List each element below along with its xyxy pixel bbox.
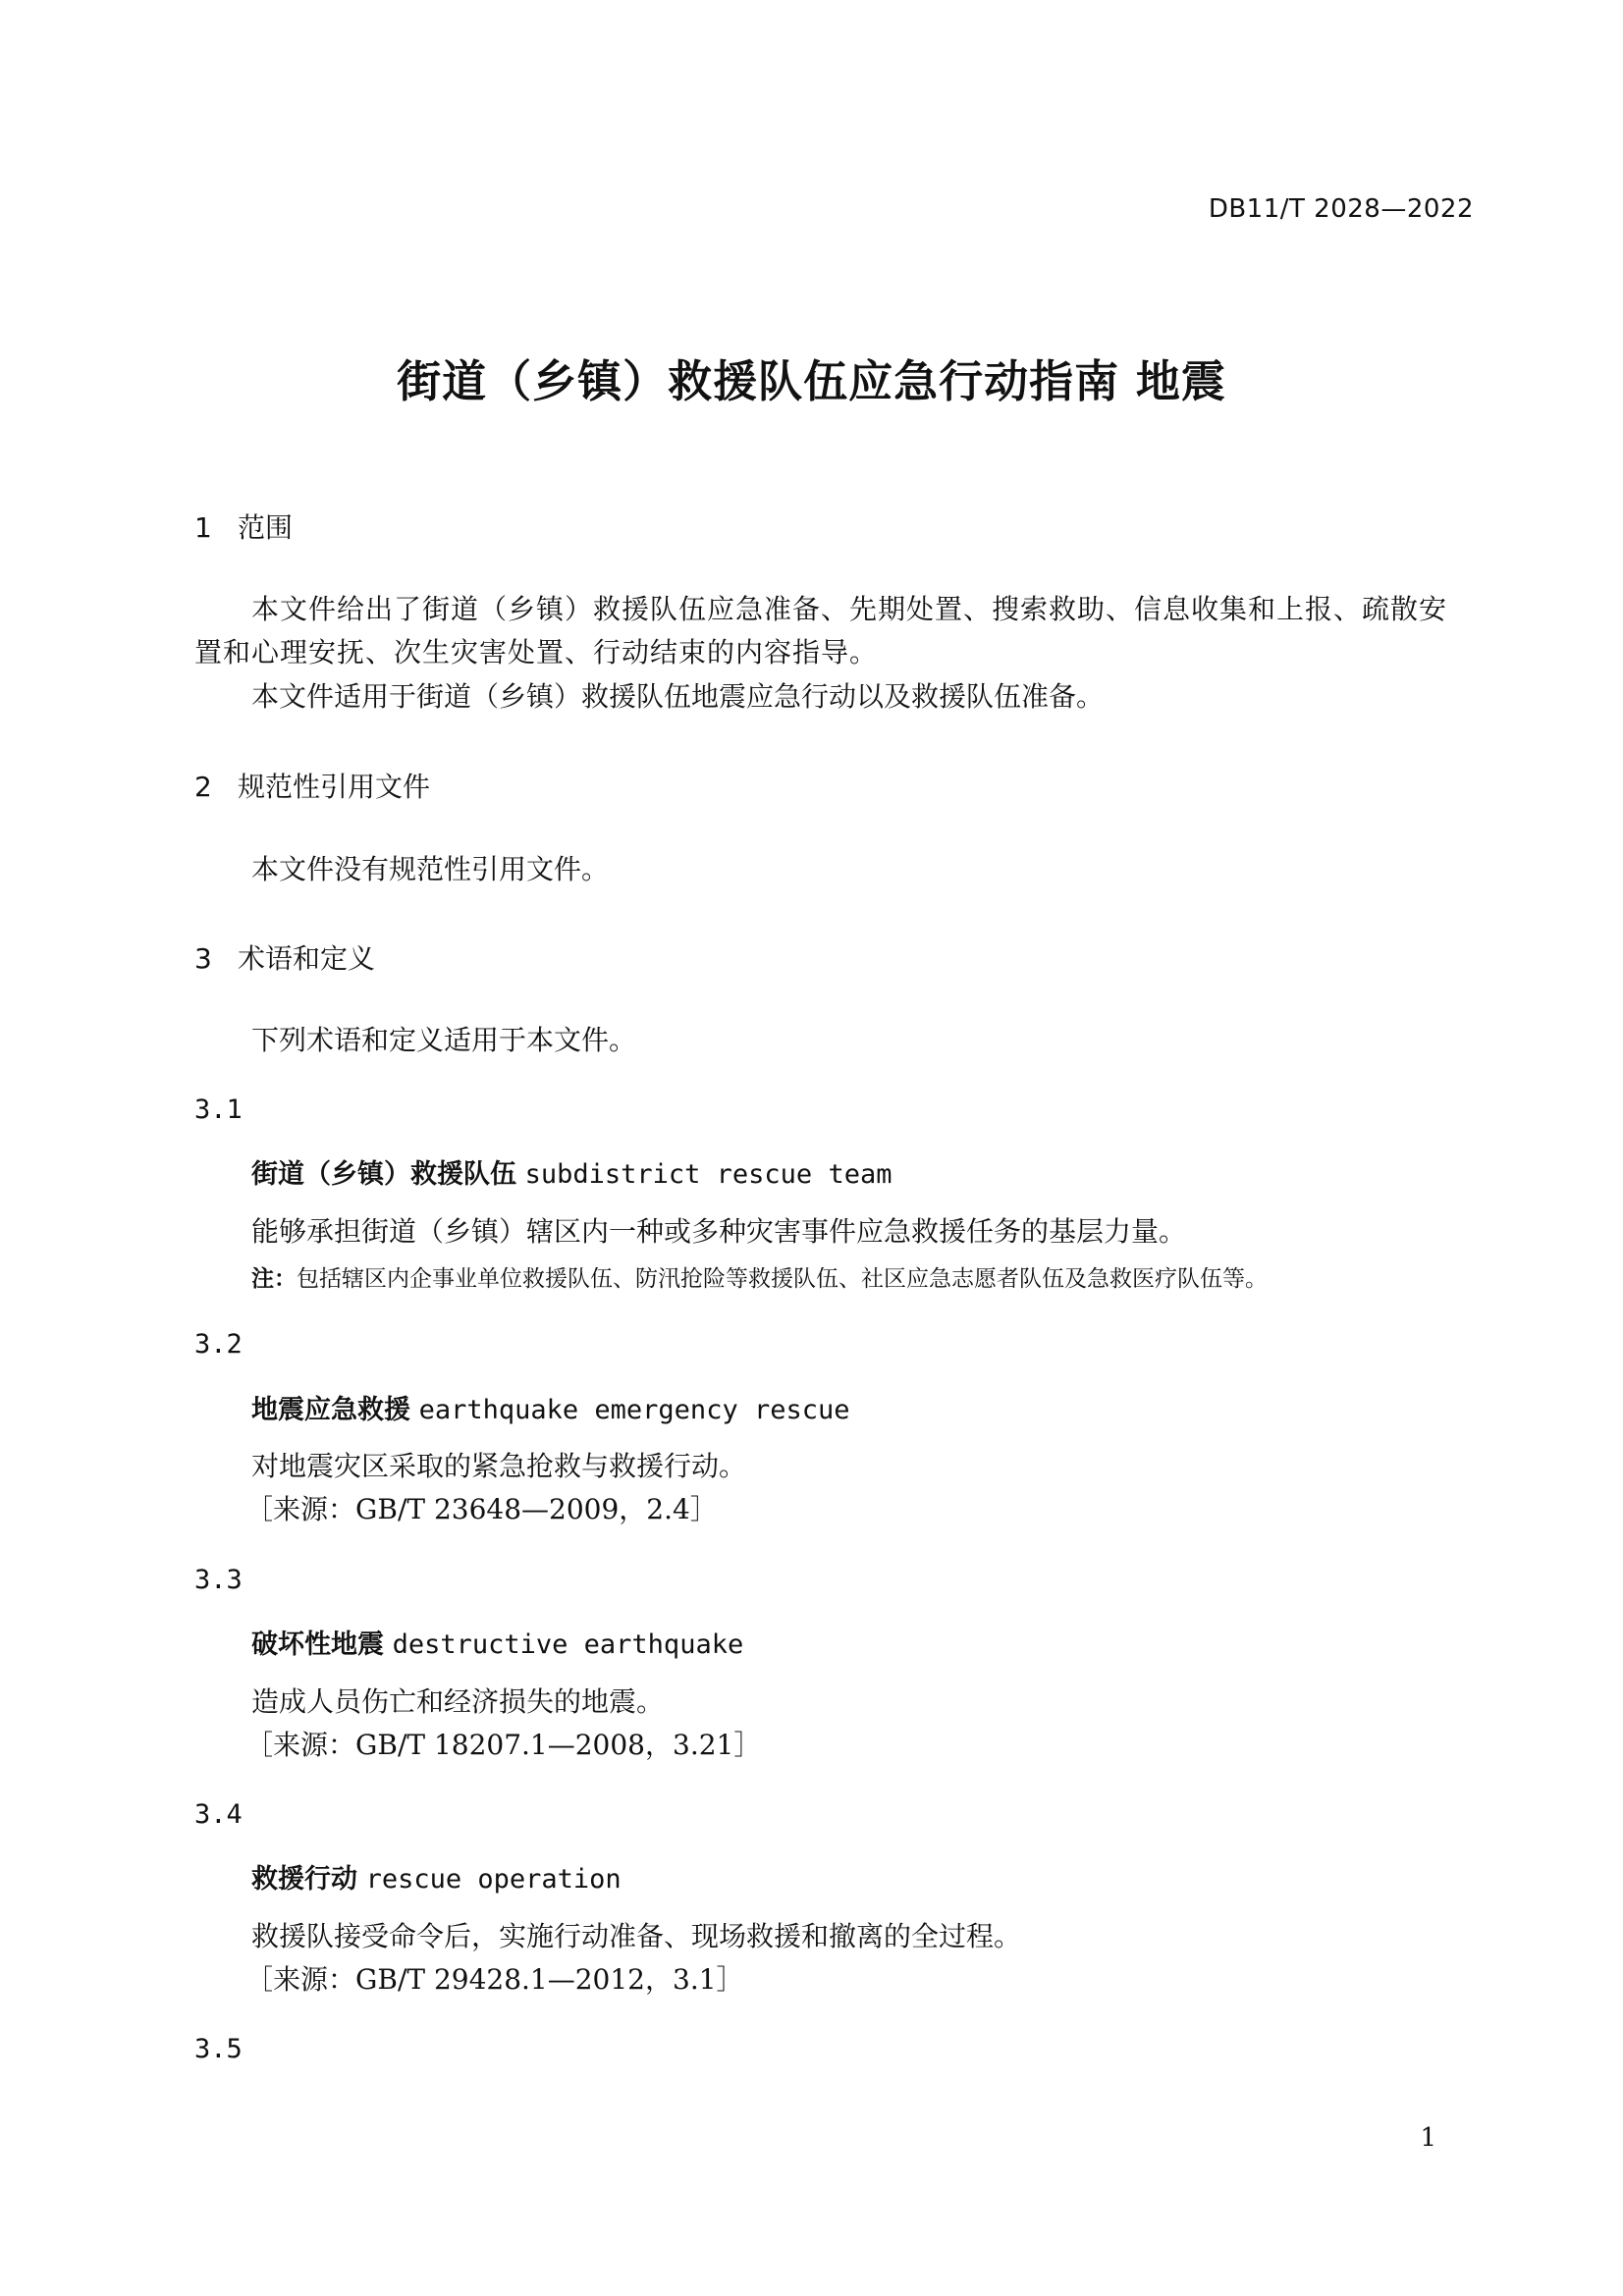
term-chinese: 破坏性地震 xyxy=(251,1629,384,1660)
document-title: 街道（乡镇）救援队伍应急行动指南 地震 xyxy=(397,355,1226,407)
section-number: 2 xyxy=(194,771,212,803)
section-number: 3 xyxy=(194,942,212,975)
section-2-paragraph-1: 本文件没有规范性引用文件。 xyxy=(251,853,610,885)
term-3-3-definition: 造成人员伤亡和经济损失的地震。 xyxy=(251,1685,665,1718)
clause-number: 3.1 xyxy=(194,1095,243,1125)
clause-number: 3.5 xyxy=(194,2034,243,2064)
standard-code: DB11/T 2028—2022 xyxy=(1208,194,1474,224)
term-3-2 xyxy=(251,1388,850,1426)
term-3-3-source: ［来源：GB/T 18207.1—2008，3.21］ xyxy=(245,1729,762,1761)
term-3-1-definition: 能够承担街道（乡镇）辖区内一种或多种灾害事件应急救援任务的基层力量。 xyxy=(251,1215,1187,1248)
clause-number: 3.3 xyxy=(194,1565,243,1595)
page-number: 1 xyxy=(1420,2123,1436,2153)
clause-number: 3.4 xyxy=(194,1799,243,1830)
note-text: 包括辖区内企事业单位救援队伍、防汛抢险等救援队伍、社区应急志愿者队伍及急救医疗队伍等。 xyxy=(297,1266,1268,1292)
section-3-heading xyxy=(194,937,375,977)
section-1-paragraph-2: 本文件适用于街道（乡镇）救援队伍地震应急行动以及救援队伍准备。 xyxy=(251,680,1105,713)
section-title: 规范性引用文件 xyxy=(238,771,431,803)
term-3-1 xyxy=(251,1152,892,1191)
term-3-2-source: ［来源：GB/T 23648—2009，2.4］ xyxy=(245,1493,718,1525)
term-chinese: 救援行动 xyxy=(251,1864,357,1895)
term-3-1-note xyxy=(251,1260,1268,1293)
section-1-heading xyxy=(194,507,293,546)
term-chinese: 地震应急救援 xyxy=(251,1395,410,1425)
term-english: subdistrict rescue team xyxy=(524,1159,893,1190)
section-3-paragraph-1: 下列术语和定义适用于本文件。 xyxy=(251,1024,637,1056)
clause-number: 3.2 xyxy=(194,1329,243,1360)
term-chinese: 街道（乡镇）救援队伍 xyxy=(251,1159,516,1190)
term-3-2-definition: 对地震灾区采取的紧急抢救与救援行动。 xyxy=(251,1450,747,1482)
section-number: 1 xyxy=(194,511,212,544)
term-3-4 xyxy=(251,1857,622,1896)
note-label: 注： xyxy=(251,1266,297,1292)
section-2-heading xyxy=(194,766,430,805)
term-english: earthquake emergency rescue xyxy=(418,1395,850,1425)
section-title: 术语和定义 xyxy=(238,942,376,975)
term-english: destructive earthquake xyxy=(392,1629,744,1660)
section-1-paragraph-1: 本文件给出了街道（乡镇）救援队伍应急准备、先期处置、搜索救助、信息收集和上报、疏散安置和心理安抚、次生灾害处置、行动结束的内容指导。 xyxy=(194,593,1448,668)
term-3-3 xyxy=(251,1623,743,1661)
term-english: rescue operation xyxy=(365,1864,622,1895)
term-3-4-source: ［来源：GB/T 29428.1—2012，3.1］ xyxy=(245,1963,744,1996)
section-title: 范围 xyxy=(238,511,294,544)
term-3-4-definition: 救援队接受命令后，实施行动准备、现场救援和撤离的全过程。 xyxy=(251,1920,1022,1952)
